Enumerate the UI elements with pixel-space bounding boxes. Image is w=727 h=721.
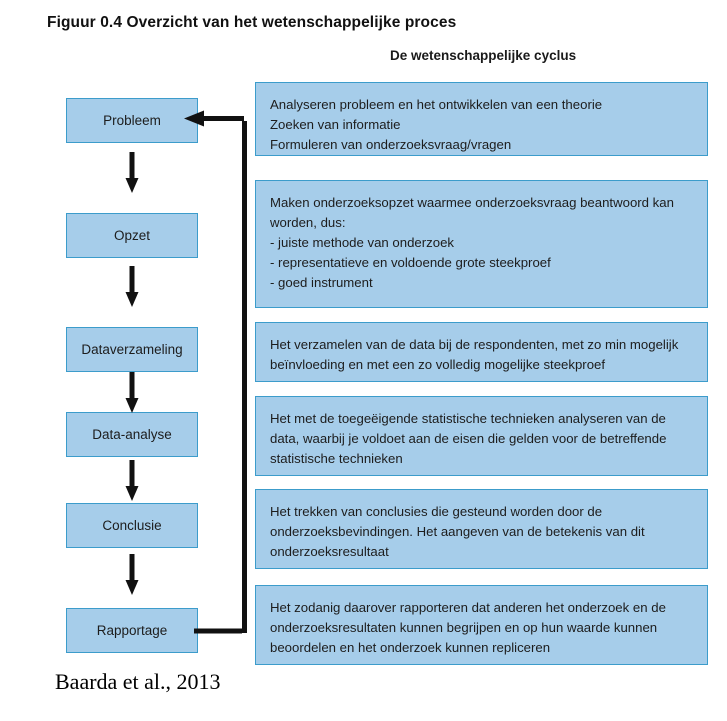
description-line: onderzoeksbevindingen. Het aangeven van de betekenis van dit <box>270 524 645 540</box>
stage-label: Conclusie <box>102 517 162 533</box>
description-box-opzet[interactable] <box>255 180 708 308</box>
description-line: data, waarbij je voldoet aan de eisen die gelden voor de betreffende <box>270 431 667 447</box>
stage-label: Data-analyse <box>92 426 172 442</box>
description-line: worden, dus: <box>270 215 346 231</box>
description-line: - goed instrument <box>270 275 373 291</box>
description-box-rapportage[interactable] <box>255 585 708 665</box>
stage-label: Rapportage <box>96 622 168 638</box>
cycle-subtitle: De wetenschappelijke cyclus <box>390 48 577 63</box>
description-line: beïnvloeding en met een zo volledig mogelijke steekproef <box>270 357 606 373</box>
description-line: Zoeken van informatie <box>270 117 401 133</box>
feedback-loop-arrow <box>180 105 258 635</box>
description-box-probleem[interactable] <box>255 82 708 156</box>
description-line: Formuleren van onderzoeksvraag/vragen <box>270 137 512 153</box>
stage-label: Opzet <box>113 227 151 243</box>
description-line: - juiste methode van onderzoek <box>270 235 455 251</box>
description-line: Het met de toegeëigende statistische technieken analyseren van de <box>270 411 666 426</box>
description-line: onderzoeksresultaat <box>270 544 389 560</box>
citation: Baarda et al., 2013 <box>55 669 221 694</box>
stage-label: Dataverzameling <box>81 341 183 357</box>
description-line: statistische technieken <box>270 451 403 467</box>
description-line: Het verzamelen van de data bij de respondenten, met zo min mogelijk <box>270 337 679 352</box>
figure-title: Figuur 0.4 Overzicht van het wetenschappelijke proces <box>47 14 457 31</box>
description-box-data-analyse[interactable] <box>255 396 708 476</box>
description-line: beoordelen en het onderzoek kunnen repliceren <box>270 640 551 656</box>
description-box-dataverzameling[interactable] <box>255 322 708 382</box>
description-line: Maken onderzoeksopzet waarmee onderzoeksvraag beantwoord kan <box>270 195 674 210</box>
description-box-conclusie[interactable] <box>255 489 708 569</box>
stage-label: Probleem <box>103 112 161 128</box>
description-line: Analyseren probleem en het ontwikkelen van een theorie <box>270 97 603 112</box>
description-line: - representatieve en voldoende grote steekproef <box>270 255 551 271</box>
description-line: onderzoeksresultaten kunnen begrijpen en op hun waarde kunnen <box>270 620 658 636</box>
description-line: Het trekken van conclusies die gesteund worden door de <box>270 504 603 519</box>
description-line: Het zodanig daarover rapporteren dat anderen het onderzoek en de <box>270 600 666 615</box>
